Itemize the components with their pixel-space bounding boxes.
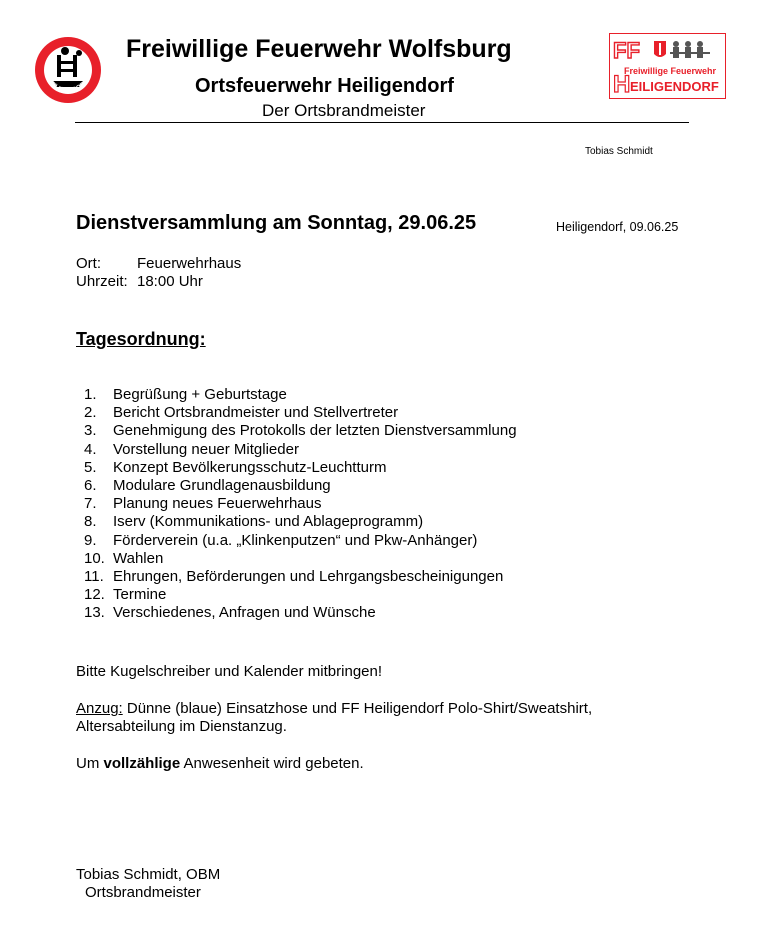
agenda-item: 8. Iserv (Kommunikations- und Ablageprogramm) [84, 513, 424, 531]
attendance-note [76, 755, 364, 773]
attire-label: Anzug: [76, 700, 123, 717]
agenda-item: 5. Konzept Bevölkerungsschutz-Leuchtturm [84, 458, 387, 476]
time-value: 18:00 Uhr [137, 273, 203, 290]
agenda-title: Tagesordnung: [76, 329, 206, 349]
agenda-item: 1. Begrüßung + Geburtstage [84, 386, 287, 403]
agenda-item: 9. Förderverein (u.a. „Klinkenputzen“ und Pkw-Anhänger) [84, 531, 478, 549]
attendance-pre: Um [76, 755, 104, 772]
agenda-item: 13. Verschiedenes, Anfragen und Wünsche [84, 604, 376, 622]
agenda-item: 11. Ehrungen, Beförderungen und Lehrgangsbescheinigungen [84, 567, 504, 585]
emblem-ring-text: HEILIGENDORF [45, 76, 90, 95]
logo-line-freiwillige: Freiwillige Feuerwehr [624, 66, 717, 76]
attendance-post: Anwesenheit wird gebeten. [180, 755, 364, 772]
attire-note [76, 700, 592, 736]
ff-heiligendorf-logo [609, 33, 726, 99]
time-label: Uhrzeit: [76, 273, 128, 290]
logo-ff-letters: FF [613, 38, 640, 63]
agenda-item: 7. Planung neues Feuerwehrhaus [84, 495, 322, 513]
attire-text-line2: Altersabteilung im Dienstanzug. [76, 718, 287, 735]
department-name: Der Ortsbrandmeister [262, 101, 426, 120]
fire-brigade-emblem-left [33, 35, 103, 105]
header-divider [75, 122, 689, 123]
time-row [76, 273, 203, 290]
attire-text: Dünne (blaue) Einsatzhose und FF Heiligendorf Polo-Shirt/Sweatshirt, [122, 700, 593, 717]
meeting-heading: Dienstversammlung am Sonntag, 29.06.25 [76, 212, 477, 234]
agenda-list [84, 386, 517, 622]
attendance-emphasis: vollzählige [103, 755, 181, 772]
agenda-item: 2. Bericht Ortsbrandmeister und Stellvertreter [84, 404, 399, 422]
place-and-date: Heiligendorf, 09.06.25 [556, 220, 679, 234]
agenda-item: 12. Termine [84, 586, 167, 604]
organization-title: Freiwillige Feuerwehr Wolfsburg [126, 35, 512, 63]
organization-subtitle: Ortsfeuerwehr Heiligendorf [195, 75, 454, 97]
location-row [76, 255, 241, 272]
location-label: Ort: [76, 255, 101, 272]
signature-name: Tobias Schmidt, OBM [76, 866, 221, 883]
agenda-item: 3. Genehmigung des Protokolls der letzten Dienstversammlung [84, 422, 517, 440]
agenda-item: 4. Vorstellung neuer Mitglieder [84, 440, 299, 458]
sender-name: Tobias Schmidt [585, 146, 653, 157]
location-value: Feuerwehrhaus [137, 255, 242, 272]
logo-line-heiligendorf: EILIGENDORF [630, 79, 719, 94]
logo-initial-h: H [613, 71, 631, 97]
signature-role: Ortsbrandmeister [85, 884, 201, 901]
agenda-item: 6. Modulare Grundlagenausbildung [84, 476, 331, 494]
bring-note: Bitte Kugelschreiber und Kalender mitbringen! [76, 663, 383, 680]
agenda-item: 10. Wahlen [84, 549, 164, 567]
